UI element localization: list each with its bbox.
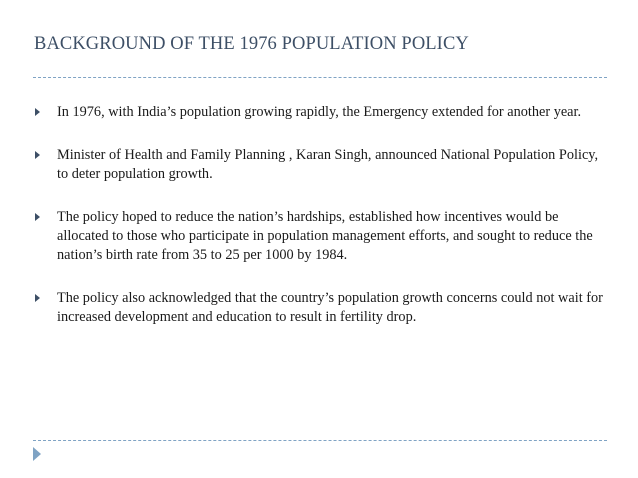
bullet-text: In 1976, with India’s population growing rapidly, the Emergency extended for another year. (57, 104, 582, 120)
bullet-item (34, 146, 604, 184)
triangle-bullet-icon (35, 108, 40, 116)
slide-title: BACKGROUND OF THE 1976 POPULATION POLICY (34, 34, 469, 54)
bullet-item (34, 208, 604, 265)
bullet-item (34, 103, 604, 122)
triangle-bullet-icon (35, 151, 40, 159)
bullet-item (34, 289, 604, 327)
bullet-text: The policy hoped to reduce the nation’s hardships, established how incentives would be allocated to those who participate in population management efforts, and sought to reduce the nation’s birth rate from 35 to 25 per 1000 by 1984. (57, 209, 593, 263)
triangle-bullet-icon (35, 294, 40, 302)
footer-divider (33, 440, 607, 441)
triangle-bullet-icon (35, 213, 40, 221)
bullet-text: Minister of Health and Family Planning , Karan Singh, announced National Population Policy, to deter population growth. (57, 147, 599, 182)
bullet-list (34, 103, 604, 351)
next-slide-arrow-icon[interactable] (33, 447, 41, 461)
title-divider (33, 77, 607, 78)
bullet-text: The policy also acknowledged that the country’s population growth concerns could not wait for increased development and education to result in fertility drop. (57, 290, 603, 325)
